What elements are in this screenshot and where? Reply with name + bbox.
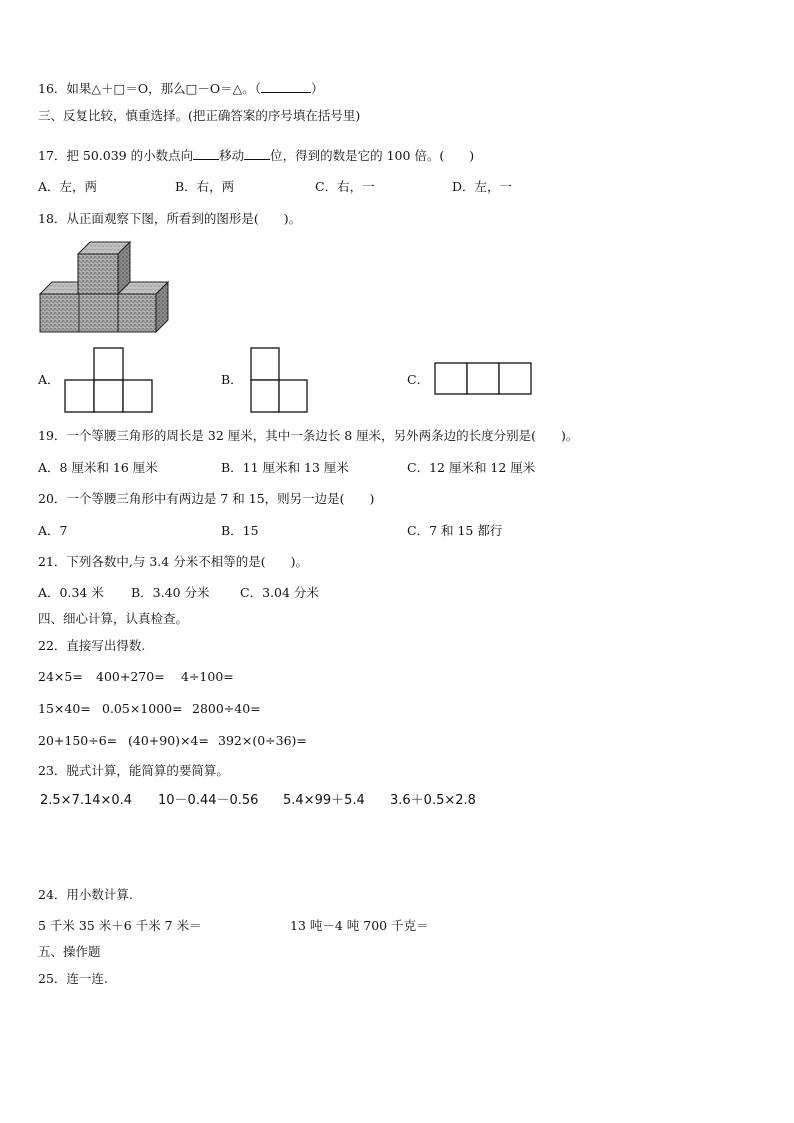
bottom-row-top bbox=[40, 282, 78, 294]
section-5-heading: 五、操作题 bbox=[38, 944, 101, 959]
expression-item: 3.6＋0.5×2.8 bbox=[390, 793, 476, 808]
answer-blank[interactable] bbox=[261, 80, 311, 93]
question-22-text: 22．直接写出得数. bbox=[38, 638, 146, 653]
expression-item: 5.4×99＋5.4 bbox=[283, 793, 365, 808]
option-18-b[interactable]: B． bbox=[221, 372, 243, 387]
option-17-b[interactable]: B．右，两 bbox=[175, 179, 235, 194]
calc-item: 4÷100= bbox=[181, 669, 234, 684]
option-20-a[interactable]: A．7 bbox=[38, 523, 68, 538]
question-21-text: 21．下列各数中,与 3.4 分米不相等的是( )。 bbox=[38, 554, 308, 569]
option-19-a[interactable]: A．8 厘米和 16 厘米 bbox=[38, 460, 158, 475]
conversion-item: 5 千米 35 米＋6 千米 7 米＝ bbox=[38, 918, 202, 933]
cube-stack-figure bbox=[38, 240, 173, 335]
option-21-b[interactable]: B．3.40 分米 bbox=[131, 585, 210, 600]
option-17-d[interactable]: D．左，一 bbox=[452, 179, 513, 194]
bottom-cube-1 bbox=[40, 294, 79, 332]
question-25-text: 25．连一连. bbox=[38, 971, 108, 986]
calc-item: 392×(0÷36)= bbox=[218, 733, 307, 748]
option-18-c-figure bbox=[434, 362, 534, 396]
option-17-a[interactable]: A．左，两 bbox=[38, 179, 98, 194]
question-19-text: 19．一个等腰三角形的周长是 32 厘米，其中一条边长 8 厘米，另外两条边的长度分别是( )。 bbox=[38, 428, 579, 443]
question-17-text-c: 位，得到的数是它的 100 倍。( ) bbox=[270, 148, 475, 163]
question-16 bbox=[38, 80, 324, 97]
section-4-heading: 四、细心计算，认真检查。 bbox=[38, 611, 189, 626]
conversion-item: 13 吨－4 吨 700 千克＝ bbox=[290, 918, 429, 933]
option-18-a[interactable]: A． bbox=[38, 372, 60, 387]
calc-item: (40+90)×4= bbox=[128, 733, 209, 748]
option-20-c[interactable]: C．7 和 15 都行 bbox=[407, 523, 503, 538]
question-20-text: 20．一个等腰三角形中有两边是 7 和 15，则另一边是( ) bbox=[38, 491, 375, 506]
calc-item: 2800÷40= bbox=[192, 701, 261, 716]
question-23-text: 23．脱式计算，能简算的要简算。 bbox=[38, 763, 229, 778]
expression-item: 10－0.44－0.56 bbox=[158, 793, 259, 808]
option-18-b-figure bbox=[250, 346, 310, 414]
option-20-b[interactable]: B．15 bbox=[221, 523, 259, 538]
calc-item: 15×40= bbox=[38, 701, 91, 716]
question-24-text: 24．用小数计算. bbox=[38, 887, 133, 902]
question-17-text-a: 17．把 50.039 的小数点向 bbox=[38, 148, 194, 163]
option-17-c[interactable]: C．右，一 bbox=[315, 179, 375, 194]
option-21-c[interactable]: C．3.04 分米 bbox=[240, 585, 319, 600]
calc-item: 0.05×1000= bbox=[102, 701, 183, 716]
option-18-a-figure bbox=[64, 346, 154, 414]
calc-item: 400+270= bbox=[96, 669, 165, 684]
top-cube-front bbox=[78, 254, 118, 294]
answer-blank[interactable] bbox=[193, 147, 219, 160]
question-17-text-b: 移动 bbox=[219, 148, 245, 163]
option-18-c[interactable]: C． bbox=[407, 372, 430, 387]
calc-item: 24×5= bbox=[38, 669, 83, 684]
question-17 bbox=[38, 147, 474, 164]
option-21-a[interactable]: A．0.34 米 bbox=[38, 585, 104, 600]
bottom-cube-2 bbox=[79, 294, 118, 332]
option-19-c[interactable]: C．12 厘米和 12 厘米 bbox=[407, 460, 536, 475]
bottom-cube-3 bbox=[118, 294, 156, 332]
question-18-text: 18．从正面观察下图，所看到的图形是( )。 bbox=[38, 211, 302, 226]
expression-item: 2.5×7.14×0.4 bbox=[40, 793, 133, 808]
calc-item: 20+150÷6= bbox=[38, 733, 118, 748]
question-16-close: ） bbox=[311, 81, 324, 96]
section-3-heading: 三、反复比较，慎重选择。(把正确答案的序号填在括号里) bbox=[38, 108, 361, 123]
option-19-b[interactable]: B．11 厘米和 13 厘米 bbox=[221, 460, 349, 475]
question-16-text: 16．如果△＋□＝O，那么□－O＝△。（ bbox=[38, 81, 261, 96]
answer-blank[interactable] bbox=[244, 147, 270, 160]
